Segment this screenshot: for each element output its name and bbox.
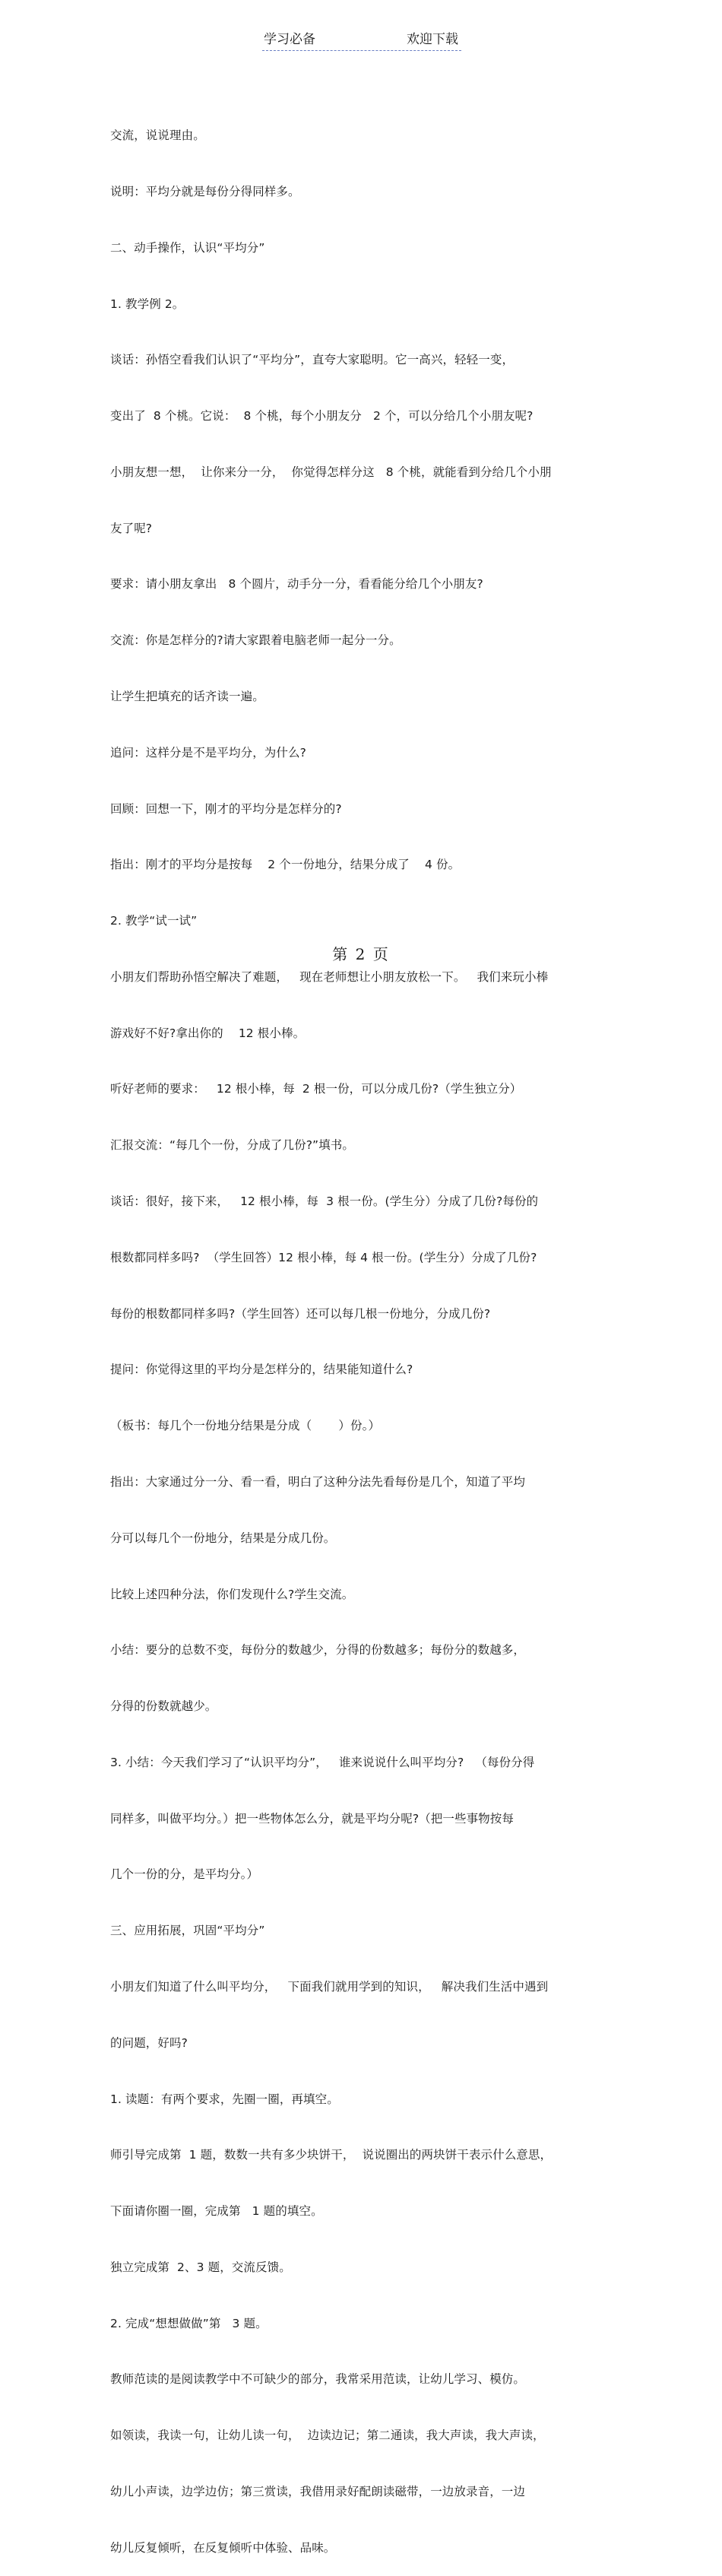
text-line: 独立完成第 2、3 题，交流反馈。	[110, 2260, 291, 2274]
text-line: 师引导完成第 1 题，数数一共有多少块饼干， 说说圈出的两块饼干表示什么意思，	[110, 2148, 553, 2162]
text-line: 小朋友们帮助孙悟空解决了难题， 现在老师想让小朋友放松一下。 我们来玩小棒	[110, 969, 549, 984]
text-line: 如领读，我读一句，让幼儿读一句， 边读边记；第二通读，我大声读，我大声读，	[110, 2428, 545, 2443]
document-body	[110, 89, 616, 2576]
text-line: 根数都同样多吗? （学生回答）12 根小棒，每 4 根一份。(学生分）分成了几份?	[110, 1250, 537, 1264]
text-line: 说明：平均分就是每份分得同样多。	[110, 184, 300, 198]
page-header	[262, 30, 461, 51]
text-line: 教师范读的是阅读教学中不可缺少的部分，我常采用范读，让幼儿学习、模仿。	[110, 2372, 526, 2387]
text-line: 小朋友想一想， 让你来分一分， 你觉得怎样分这 8 个桃，就能看到分给几个小朋	[110, 465, 552, 479]
header-right-text: 欢迎下载	[407, 32, 458, 47]
text-line: 幼儿反复倾听，在反复倾听中体验、品味。	[110, 2540, 336, 2555]
text-line: 谈话：孙悟空看我们认识了“平均分”，直夸大家聪明。它一高兴，轻轻一变，	[110, 353, 515, 367]
text-line: 要求：请小朋友拿出 8 个圆片，动手分一分，看看能分给几个小朋友?	[110, 577, 483, 592]
text-line: 让学生把填充的话齐读一遍。	[110, 690, 264, 703]
text-line: 二、动手操作，认识“平均分”	[110, 240, 265, 255]
text-line: 追问：这样分是不是平均分，为什么?	[110, 745, 306, 760]
text-line: （板书：每几个一份地分结果是分成（ ）份。）	[110, 1419, 381, 1433]
text-line: 游戏好不好?拿出你的 12 根小棒。	[110, 1026, 306, 1040]
header-left-text: 学习必备	[264, 32, 315, 47]
text-line: 分可以每几个一份地分，结果是分成几份。	[110, 1531, 336, 1545]
text-line: 幼儿小声读，边学边仿；第三赏读，我借用录好配朗读磁带，一边放录音，一边	[110, 2485, 526, 2498]
text-line: 2. 完成“想想做做”第 3 题。	[110, 2316, 268, 2330]
text-line: 提问：你觉得这里的平均分是怎样分的，结果能知道什么?	[110, 1363, 413, 1377]
text-line: 2. 教学“试一试”	[110, 914, 198, 928]
text-line: 1. 读题：有两个要求，先圈一圈，再填空。	[110, 2092, 339, 2106]
text-line: 汇报交流：“每几个一份，分成了几份?”填书。	[110, 1138, 354, 1153]
text-line: 分得的份数就越少。	[110, 1699, 217, 1714]
text-line: 几个一份的分，是平均分。）	[110, 1867, 259, 1882]
text-line: 小结：要分的总数不变，每份分的数越少，分得的份数越多；每份分的数越多，	[110, 1643, 526, 1658]
text-line: 3. 小结：今天我们学习了“认识平均分”， 谁来说说什么叫平均分? （每份分得	[110, 1755, 535, 1769]
text-line: 听好老师的要求： 12 根小棒，每 2 根一份，可以分成几份?（学生独立分）	[110, 1082, 522, 1096]
text-line: 交流，说说理由。	[110, 128, 205, 143]
text-line: 友了呢?	[110, 521, 153, 535]
text-line: 指出：大家通过分一分、看一看，明白了这种分法先看每份是几个，知道了平均	[110, 1474, 526, 1489]
text-line: 三、应用拓展，巩固“平均分”	[110, 1924, 265, 1938]
text-line: 谈话：很好，接下来， 12 根小棒，每 3 根一份。(学生分）分成了几份?每份的	[110, 1194, 539, 1209]
text-line: 小朋友们知道了什么叫平均分， 下面我们就用学到的知识， 解决我们生活中遇到	[110, 1979, 549, 1994]
page-number: 第 2 页	[332, 945, 390, 963]
text-line: 回顾：回想一下，刚才的平均分是怎样分的?	[110, 801, 342, 816]
text-line: 交流：你是怎样分的?请大家跟着电脑老师一起分一分。	[110, 633, 401, 648]
text-line: 1. 教学例 2。	[110, 297, 185, 311]
text-line: 比较上述四种分法，你们发现什么?学生交流。	[110, 1587, 354, 1601]
text-line: 每份的根数都同样多吗?（学生回答）还可以每几根一份地分，分成几份?	[110, 1306, 491, 1321]
text-line: 变出了 8 个桃。它说： 8 个桃，每个小朋友分 2 个，可以分给几个小朋友呢?	[110, 409, 534, 424]
text-line: 的问题，好吗?	[110, 2035, 188, 2050]
text-line: 同样多，叫做平均分。）把一些物体怎么分，就是平均分呢?（把一些事物按每	[110, 1811, 514, 1826]
text-line: 下面请你圈一圈，完成第 1 题的填空。	[110, 2204, 323, 2219]
text-line: 指出：刚才的平均分是按每 2 个一份地分，结果分成了 4 份。	[110, 858, 461, 872]
